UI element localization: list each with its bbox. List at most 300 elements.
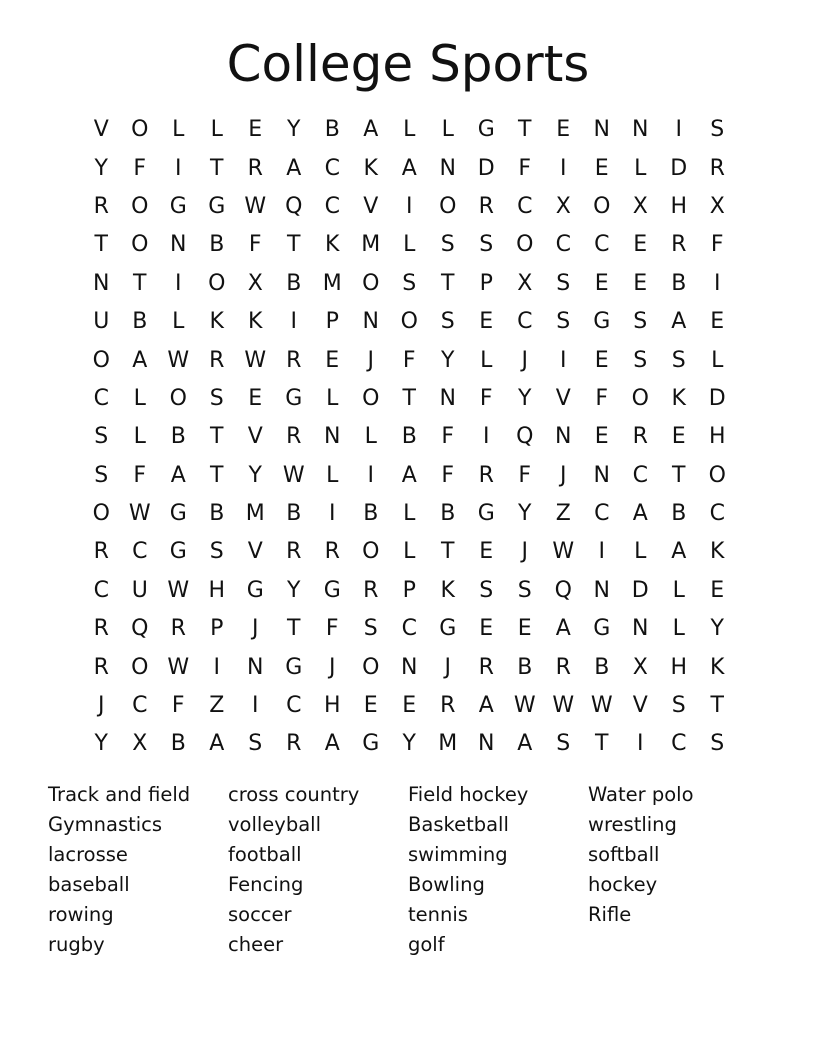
grid-letter: A bbox=[671, 539, 687, 565]
grid-letter: H bbox=[708, 424, 726, 450]
grid-row bbox=[82, 380, 737, 418]
grid-letter: I bbox=[560, 155, 567, 181]
letter-grid bbox=[82, 111, 737, 764]
grid-letter: N bbox=[593, 462, 610, 488]
grid-letter: F bbox=[710, 232, 724, 258]
grid-letter: Y bbox=[287, 117, 301, 143]
grid-row bbox=[82, 495, 737, 533]
grid-letter: I bbox=[560, 347, 567, 373]
grid-letter: E bbox=[402, 693, 417, 719]
grid-letter: K bbox=[248, 309, 263, 335]
grid-letter: O bbox=[92, 501, 110, 527]
word-column bbox=[48, 780, 228, 960]
word-list bbox=[48, 780, 768, 960]
word-list-item: hockey bbox=[588, 873, 658, 896]
grid-letter: E bbox=[671, 424, 686, 450]
grid-row bbox=[82, 303, 737, 341]
grid-letter: Y bbox=[710, 616, 724, 642]
grid-letter: N bbox=[593, 577, 610, 603]
grid-letter: N bbox=[170, 232, 187, 258]
grid-letter: S bbox=[248, 731, 263, 757]
grid-letter: S bbox=[556, 309, 571, 335]
grid-letter: Q bbox=[554, 577, 572, 603]
grid-letter: L bbox=[634, 539, 647, 565]
grid-letter: S bbox=[671, 693, 686, 719]
grid-letter: X bbox=[632, 193, 648, 219]
grid-letter: A bbox=[632, 501, 648, 527]
grid-letter: K bbox=[325, 232, 340, 258]
grid-letter: R bbox=[93, 539, 109, 565]
grid-letter: T bbox=[210, 462, 224, 488]
grid-letter: L bbox=[634, 155, 647, 181]
grid-letter: J bbox=[329, 654, 336, 680]
grid-letter: I bbox=[175, 270, 182, 296]
grid-letter: L bbox=[403, 232, 416, 258]
grid-letter: O bbox=[593, 193, 611, 219]
grid-letter: G bbox=[477, 501, 495, 527]
word-list-item: baseball bbox=[48, 873, 130, 896]
grid-row bbox=[82, 533, 737, 571]
grid-letter: F bbox=[133, 155, 147, 181]
grid-letter: O bbox=[169, 385, 187, 411]
grid-letter: C bbox=[517, 193, 533, 219]
word-list-item: lacrosse bbox=[48, 843, 128, 866]
grid-letter: L bbox=[326, 462, 339, 488]
grid-letter: S bbox=[671, 347, 686, 373]
grid-letter: W bbox=[282, 462, 305, 488]
grid-letter: J bbox=[521, 347, 528, 373]
grid-letter: V bbox=[247, 424, 263, 450]
grid-letter: A bbox=[517, 731, 533, 757]
grid-letter: N bbox=[478, 731, 495, 757]
grid-letter: E bbox=[633, 232, 648, 258]
grid-letter: E bbox=[479, 616, 494, 642]
grid-letter: W bbox=[244, 347, 267, 373]
grid-letter: R bbox=[209, 347, 225, 373]
grid-letter: D bbox=[631, 577, 649, 603]
grid-letter: A bbox=[324, 731, 340, 757]
grid-letter: R bbox=[93, 654, 109, 680]
grid-letter: H bbox=[670, 654, 688, 680]
grid-letter: X bbox=[709, 193, 725, 219]
word-list-item: rowing bbox=[48, 903, 114, 926]
grid-letter: F bbox=[402, 347, 416, 373]
grid-letter: G bbox=[362, 731, 380, 757]
grid-letter: L bbox=[480, 347, 493, 373]
grid-letter: S bbox=[94, 424, 109, 450]
grid-letter: B bbox=[209, 501, 225, 527]
word-list-item: Gymnastics bbox=[48, 813, 163, 836]
grid-letter: Q bbox=[131, 616, 149, 642]
word-list-item: Field hockey bbox=[408, 783, 529, 806]
grid-letter: W bbox=[590, 693, 613, 719]
grid-letter: B bbox=[132, 309, 148, 335]
grid-letter: F bbox=[248, 232, 262, 258]
grid-letter: B bbox=[594, 654, 610, 680]
grid-letter: D bbox=[708, 385, 726, 411]
grid-letter: S bbox=[556, 270, 571, 296]
grid-letter: Y bbox=[287, 577, 301, 603]
grid-letter: R bbox=[170, 616, 186, 642]
grid-letter: M bbox=[245, 501, 265, 527]
word-list-item: cheer bbox=[228, 933, 284, 956]
grid-letter: B bbox=[209, 232, 225, 258]
grid-letter: E bbox=[710, 309, 725, 335]
grid-letter: E bbox=[517, 616, 532, 642]
grid-letter: E bbox=[710, 577, 725, 603]
grid-letter: I bbox=[252, 693, 259, 719]
grid-letter: E bbox=[248, 117, 263, 143]
grid-letter: R bbox=[709, 155, 725, 181]
grid-letter: R bbox=[93, 616, 109, 642]
grid-letter: S bbox=[363, 616, 378, 642]
word-list-item: Bowling bbox=[408, 873, 485, 896]
grid-letter: R bbox=[478, 462, 494, 488]
grid-letter: G bbox=[285, 385, 303, 411]
grid-letter: B bbox=[170, 424, 186, 450]
grid-letter: N bbox=[593, 117, 610, 143]
grid-letter: B bbox=[401, 424, 417, 450]
grid-letter: C bbox=[401, 616, 417, 642]
grid-letter: N bbox=[439, 385, 456, 411]
grid-letter: R bbox=[286, 731, 302, 757]
grid-letter: G bbox=[169, 193, 187, 219]
grid-letter: P bbox=[210, 616, 224, 642]
grid-row bbox=[82, 111, 737, 149]
grid-letter: O bbox=[362, 385, 380, 411]
grid-letter: B bbox=[440, 501, 456, 527]
grid-letter: I bbox=[329, 501, 336, 527]
grid-letter: P bbox=[402, 577, 416, 603]
grid-letter: E bbox=[556, 117, 571, 143]
grid-row bbox=[82, 341, 737, 379]
grid-letter: X bbox=[632, 654, 648, 680]
grid-letter: B bbox=[517, 654, 533, 680]
grid-letter: T bbox=[710, 693, 724, 719]
grid-letter: W bbox=[167, 347, 190, 373]
grid-letter: A bbox=[209, 731, 225, 757]
grid-letter: R bbox=[440, 693, 456, 719]
grid-row bbox=[82, 265, 737, 303]
word-list-item: Basketball bbox=[408, 813, 509, 836]
grid-letter: R bbox=[324, 539, 340, 565]
grid-letter: S bbox=[517, 577, 532, 603]
grid-letter: E bbox=[594, 270, 609, 296]
grid-row bbox=[82, 725, 737, 763]
grid-letter: T bbox=[210, 155, 224, 181]
grid-letter: B bbox=[671, 501, 687, 527]
grid-letter: I bbox=[367, 462, 374, 488]
grid-letter: L bbox=[133, 424, 146, 450]
grid-letter: M bbox=[322, 270, 342, 296]
grid-letter: B bbox=[671, 270, 687, 296]
grid-letter: S bbox=[402, 270, 417, 296]
grid-letter: E bbox=[594, 347, 609, 373]
grid-letter: G bbox=[477, 117, 495, 143]
grid-letter: C bbox=[286, 693, 302, 719]
grid-letter: A bbox=[401, 155, 417, 181]
grid-letter: C bbox=[594, 501, 610, 527]
grid-letter: J bbox=[521, 539, 528, 565]
grid-letter: C bbox=[709, 501, 725, 527]
grid-letter: N bbox=[93, 270, 110, 296]
grid-letter: I bbox=[213, 654, 220, 680]
grid-letter: S bbox=[94, 462, 109, 488]
grid-letter: T bbox=[133, 270, 147, 296]
grid-letter: Y bbox=[94, 155, 108, 181]
grid-letter: O bbox=[131, 232, 149, 258]
grid-letter: C bbox=[594, 232, 610, 258]
grid-letter: T bbox=[287, 232, 301, 258]
grid-letter: E bbox=[248, 385, 263, 411]
grid-letter: H bbox=[323, 693, 341, 719]
word-list-item: wrestling bbox=[588, 813, 677, 836]
grid-letter: N bbox=[632, 117, 649, 143]
grid-letter: L bbox=[403, 117, 416, 143]
word-list-item: Fencing bbox=[228, 873, 304, 896]
grid-letter: I bbox=[175, 155, 182, 181]
grid-letter: I bbox=[290, 309, 297, 335]
grid-letter: L bbox=[326, 385, 339, 411]
grid-letter: T bbox=[441, 539, 455, 565]
word-list-item: soccer bbox=[228, 903, 292, 926]
grid-letter: K bbox=[710, 539, 725, 565]
grid-letter: S bbox=[209, 539, 224, 565]
grid-letter: T bbox=[518, 117, 532, 143]
grid-letter: W bbox=[167, 654, 190, 680]
grid-letter: L bbox=[403, 501, 416, 527]
grid-letter: G bbox=[169, 539, 187, 565]
grid-letter: D bbox=[670, 155, 688, 181]
grid-letter: G bbox=[246, 577, 264, 603]
grid-letter: B bbox=[170, 731, 186, 757]
grid-letter: E bbox=[594, 155, 609, 181]
grid-letter: N bbox=[632, 616, 649, 642]
grid-letter: R bbox=[286, 347, 302, 373]
grid-letter: N bbox=[247, 654, 264, 680]
grid-letter: O bbox=[631, 385, 649, 411]
grid-letter: R bbox=[286, 539, 302, 565]
grid-letter: W bbox=[552, 693, 575, 719]
word-list-item: golf bbox=[408, 933, 445, 956]
grid-letter: K bbox=[363, 155, 378, 181]
grid-letter: T bbox=[595, 731, 609, 757]
grid-letter: J bbox=[98, 693, 105, 719]
grid-letter: K bbox=[209, 309, 224, 335]
grid-letter: C bbox=[132, 539, 148, 565]
grid-letter: E bbox=[325, 347, 340, 373]
grid-letter: A bbox=[401, 462, 417, 488]
grid-letter: E bbox=[479, 309, 494, 335]
word-list-item: tennis bbox=[408, 903, 468, 926]
grid-letter: Y bbox=[441, 347, 455, 373]
word-list-item: softball bbox=[588, 843, 660, 866]
grid-letter: C bbox=[324, 193, 340, 219]
grid-letter: R bbox=[93, 193, 109, 219]
grid-letter: Q bbox=[516, 424, 534, 450]
grid-letter: R bbox=[286, 424, 302, 450]
grid-letter: O bbox=[362, 270, 380, 296]
grid-letter: K bbox=[710, 654, 725, 680]
word-list-item: Track and field bbox=[48, 783, 191, 806]
grid-letter: X bbox=[132, 731, 148, 757]
grid-letter: A bbox=[286, 155, 302, 181]
grid-letter: F bbox=[518, 155, 532, 181]
grid-letter: M bbox=[438, 731, 458, 757]
grid-letter: E bbox=[363, 693, 378, 719]
grid-letter: A bbox=[478, 693, 494, 719]
word-list-item: cross country bbox=[228, 783, 360, 806]
grid-letter: H bbox=[208, 577, 226, 603]
grid-row bbox=[82, 610, 737, 648]
grid-letter: L bbox=[172, 309, 185, 335]
grid-letter: H bbox=[670, 193, 688, 219]
grid-letter: V bbox=[247, 539, 263, 565]
grid-letter: U bbox=[131, 577, 148, 603]
grid-letter: Y bbox=[518, 501, 532, 527]
grid-letter: N bbox=[439, 155, 456, 181]
word-list-item: rugby bbox=[48, 933, 105, 956]
word-list-item: Rifle bbox=[588, 903, 632, 926]
grid-row bbox=[82, 226, 737, 264]
grid-letter: V bbox=[632, 693, 648, 719]
grid-row bbox=[82, 188, 737, 226]
grid-letter: S bbox=[440, 232, 455, 258]
grid-letter: G bbox=[285, 654, 303, 680]
grid-letter: V bbox=[363, 193, 379, 219]
grid-letter: B bbox=[286, 501, 302, 527]
grid-row bbox=[82, 648, 737, 686]
grid-letter: S bbox=[633, 347, 648, 373]
grid-letter: M bbox=[361, 232, 381, 258]
grid-letter: O bbox=[208, 270, 226, 296]
grid-letter: Y bbox=[518, 385, 532, 411]
grid-letter: O bbox=[400, 309, 418, 335]
grid-letter: I bbox=[406, 193, 413, 219]
grid-letter: J bbox=[444, 654, 451, 680]
grid-letter: O bbox=[362, 539, 380, 565]
grid-letter: O bbox=[362, 654, 380, 680]
grid-letter: F bbox=[479, 385, 493, 411]
grid-letter: T bbox=[94, 232, 108, 258]
grid-letter: R bbox=[671, 232, 687, 258]
grid-letter: Z bbox=[555, 501, 571, 527]
grid-letter: A bbox=[132, 347, 148, 373]
grid-letter: X bbox=[555, 193, 571, 219]
page-title: College Sports bbox=[226, 35, 590, 93]
grid-letter: L bbox=[403, 539, 416, 565]
grid-letter: G bbox=[439, 616, 457, 642]
grid-letter: P bbox=[479, 270, 493, 296]
grid-letter: T bbox=[441, 270, 455, 296]
grid-letter: C bbox=[93, 577, 109, 603]
grid-letter: W bbox=[244, 193, 267, 219]
grid-letter: L bbox=[672, 577, 685, 603]
word-list-item: Water polo bbox=[588, 783, 694, 806]
grid-letter: L bbox=[711, 347, 724, 373]
grid-letter: V bbox=[93, 117, 109, 143]
grid-letter: O bbox=[439, 193, 457, 219]
grid-letter: L bbox=[364, 424, 377, 450]
grid-row bbox=[82, 687, 737, 725]
grid-letter: A bbox=[363, 117, 379, 143]
grid-letter: K bbox=[440, 577, 455, 603]
grid-letter: G bbox=[208, 193, 226, 219]
grid-letter: N bbox=[362, 309, 379, 335]
grid-letter: S bbox=[710, 117, 725, 143]
grid-row bbox=[82, 418, 737, 456]
word-list-item: swimming bbox=[408, 843, 508, 866]
grid-letter: G bbox=[169, 501, 187, 527]
grid-letter: N bbox=[401, 654, 418, 680]
grid-letter: T bbox=[402, 385, 416, 411]
grid-letter: R bbox=[632, 424, 648, 450]
grid-letter: Z bbox=[209, 693, 225, 719]
grid-letter: N bbox=[324, 424, 341, 450]
grid-letter: S bbox=[556, 731, 571, 757]
grid-letter: W bbox=[128, 501, 151, 527]
grid-letter: E bbox=[633, 270, 648, 296]
word-list-item: football bbox=[228, 843, 302, 866]
grid-letter: S bbox=[479, 577, 494, 603]
grid-letter: F bbox=[441, 462, 455, 488]
grid-letter: A bbox=[671, 309, 687, 335]
grid-letter: I bbox=[714, 270, 721, 296]
grid-letter: C bbox=[671, 731, 687, 757]
grid-letter: F bbox=[518, 462, 532, 488]
grid-letter: N bbox=[555, 424, 572, 450]
grid-letter: A bbox=[555, 616, 571, 642]
grid-letter: S bbox=[479, 232, 494, 258]
grid-letter: W bbox=[552, 539, 575, 565]
grid-letter: W bbox=[167, 577, 190, 603]
grid-letter: C bbox=[555, 232, 571, 258]
grid-letter: F bbox=[595, 385, 609, 411]
grid-row bbox=[82, 572, 737, 610]
word-column bbox=[228, 780, 408, 960]
grid-letter: P bbox=[325, 309, 339, 335]
grid-letter: I bbox=[483, 424, 490, 450]
grid-letter: C bbox=[324, 155, 340, 181]
grid-letter: C bbox=[132, 693, 148, 719]
grid-letter: K bbox=[671, 385, 686, 411]
grid-letter: T bbox=[210, 424, 224, 450]
grid-letter: Y bbox=[94, 731, 108, 757]
grid-letter: Y bbox=[402, 731, 416, 757]
grid-letter: C bbox=[93, 385, 109, 411]
grid-letter: F bbox=[325, 616, 339, 642]
grid-letter: O bbox=[131, 654, 149, 680]
grid-letter: Q bbox=[285, 193, 303, 219]
grid-letter: G bbox=[593, 309, 611, 335]
grid-letter: L bbox=[210, 117, 223, 143]
grid-letter: R bbox=[247, 155, 263, 181]
grid-row bbox=[82, 457, 737, 495]
grid-letter: F bbox=[441, 424, 455, 450]
word-column bbox=[588, 780, 768, 960]
grid-letter: L bbox=[441, 117, 454, 143]
grid-letter: Y bbox=[248, 462, 262, 488]
grid-letter: V bbox=[555, 385, 571, 411]
grid-letter: B bbox=[286, 270, 302, 296]
grid-letter: S bbox=[633, 309, 648, 335]
grid-letter: J bbox=[252, 616, 259, 642]
grid-letter: G bbox=[593, 616, 611, 642]
grid-letter: D bbox=[477, 155, 495, 181]
grid-letter: J bbox=[367, 347, 374, 373]
grid-letter: E bbox=[594, 424, 609, 450]
grid-letter: L bbox=[172, 117, 185, 143]
